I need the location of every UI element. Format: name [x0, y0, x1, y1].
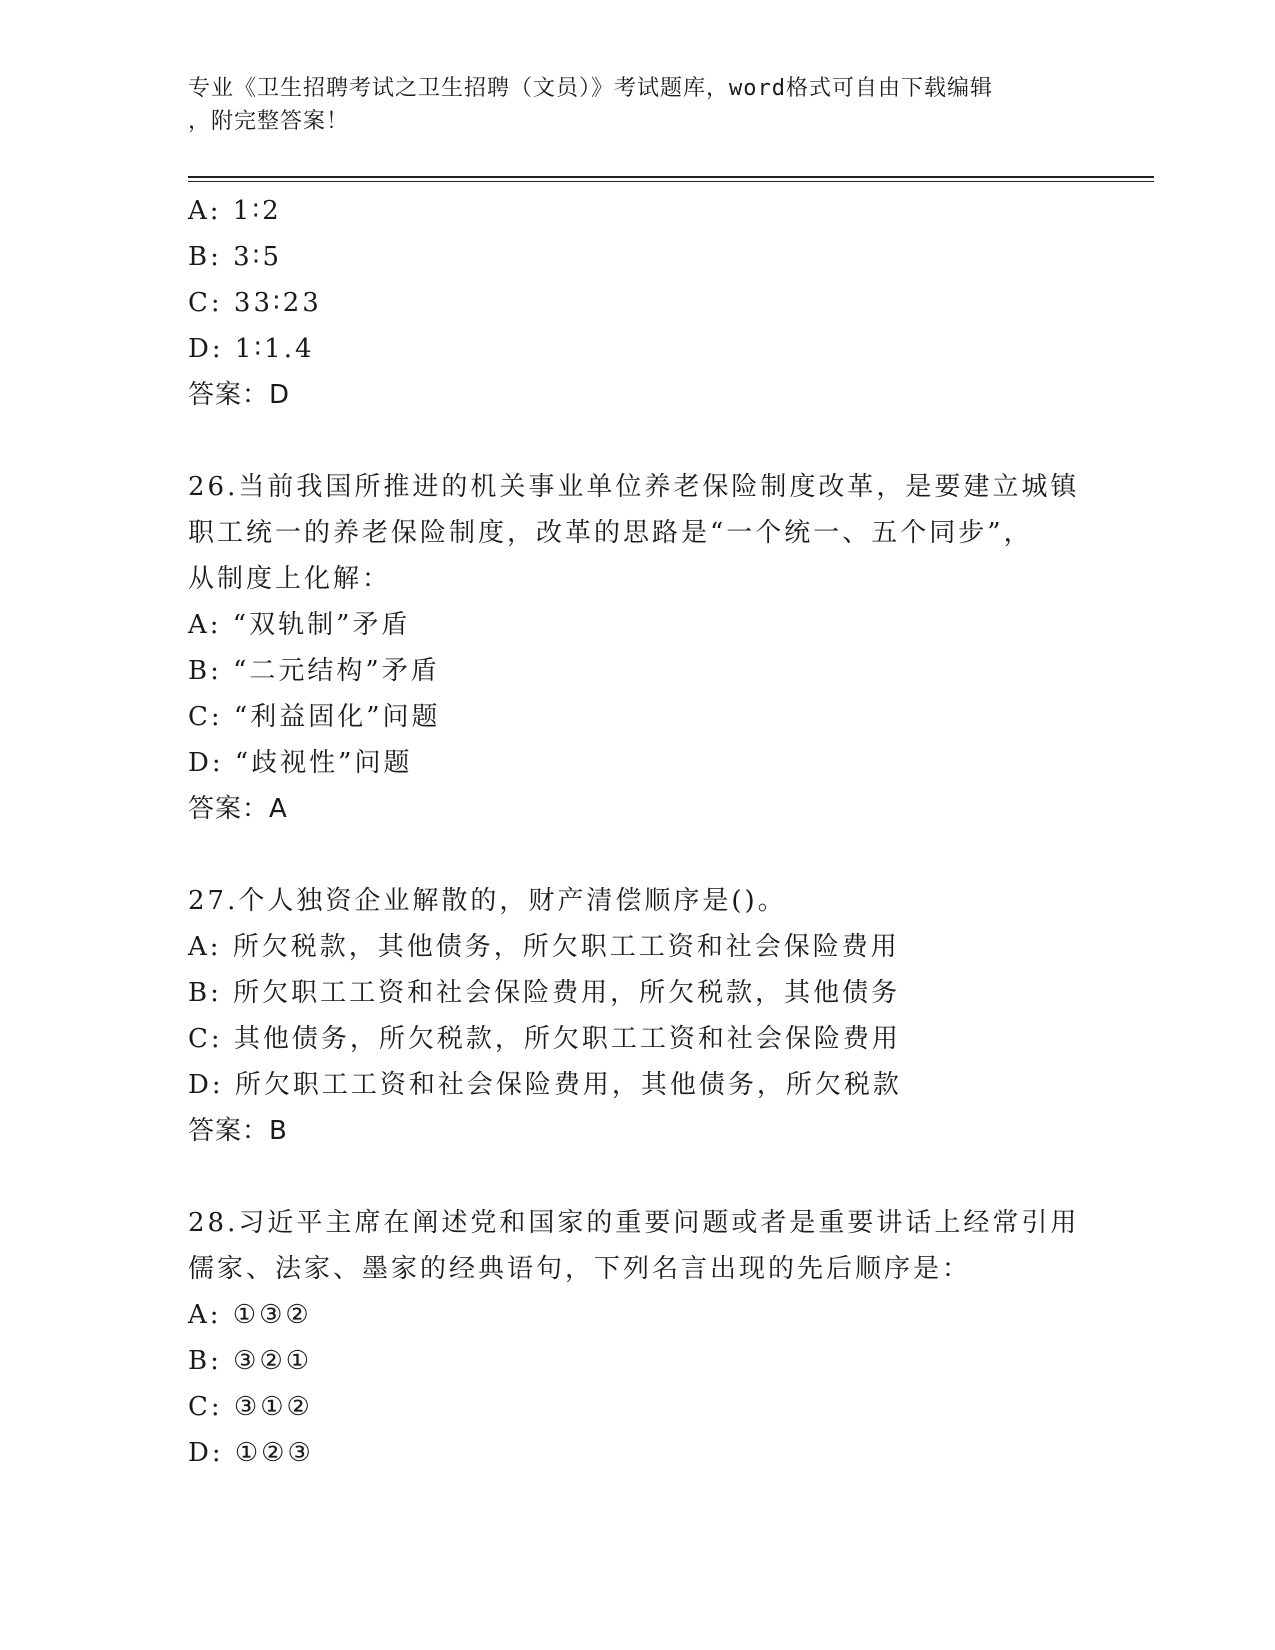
option-d: D: “歧视性”问题: [188, 748, 413, 778]
option-b: B: ③②①: [188, 1346, 313, 1376]
option-c: C: “利益固化”问题: [188, 702, 441, 732]
question-26: [188, 464, 1138, 832]
question-27: [188, 878, 1138, 1154]
option-a: A: ①③②: [188, 1300, 312, 1330]
option-a: A: 所欠税款，其他债务，所欠职工工资和社会保险费用: [188, 932, 900, 962]
spacer: [188, 418, 1138, 464]
page-header: [188, 72, 1088, 138]
option-a: A: “双轨制”矛盾: [188, 610, 411, 640]
option-c: C: ③①②: [188, 1392, 313, 1422]
answer: 答案：B: [188, 1116, 288, 1146]
header-line-1: 专业《卫生招聘考试之卫生招聘（文员）》考试题库，word格式可自由下载编辑: [188, 76, 993, 101]
answer: 答案：D: [188, 380, 291, 410]
question-stem-line: 职工统一的养老保险制度，改革的思路是“一个统一、五个同步”，: [188, 518, 1033, 548]
option-b: B: 3∶5: [188, 242, 282, 272]
header-rule-thick: [188, 176, 1154, 178]
option-b: B: “二元结构”矛盾: [188, 656, 440, 686]
question-stem-line: 28.习近平主席在阐述党和国家的重要问题或者是重要讲话上经常引用: [188, 1208, 1080, 1238]
question-stem-line: 26.当前我国所推进的机关事业单位养老保险制度改革，是要建立城镇: [188, 472, 1080, 502]
option-c: C: 33∶23: [188, 288, 322, 318]
answer: 答案：A: [188, 794, 288, 824]
spacer: [188, 1154, 1138, 1200]
header-rule-thin: [188, 181, 1154, 182]
spacer: [188, 832, 1138, 878]
option-b: B: 所欠职工工资和社会保险费用，所欠税款，其他债务: [188, 978, 901, 1008]
header-line-2: ，附完整答案！: [188, 109, 350, 134]
question-stem-line: 儒家、法家、墨家的经典语句，下列名言出现的先后顺序是：: [188, 1254, 972, 1284]
question-list: [188, 188, 1138, 1476]
option-c: C: 其他债务，所欠税款，所欠职工工资和社会保险费用: [188, 1024, 901, 1054]
option-d: D: 1∶1.4: [188, 334, 315, 364]
option-d: D: ①②③: [188, 1438, 314, 1468]
option-d: D: 所欠职工工资和社会保险费用，其他债务，所欠税款: [188, 1070, 902, 1100]
question-stem-line: 从制度上化解：: [188, 564, 392, 594]
option-a: A: 1∶2: [188, 196, 282, 226]
question-25: [188, 188, 1138, 418]
question-28: [188, 1200, 1138, 1476]
question-stem-line: 27.个人独资企业解散的，财产清偿顺序是()。: [188, 886, 787, 916]
